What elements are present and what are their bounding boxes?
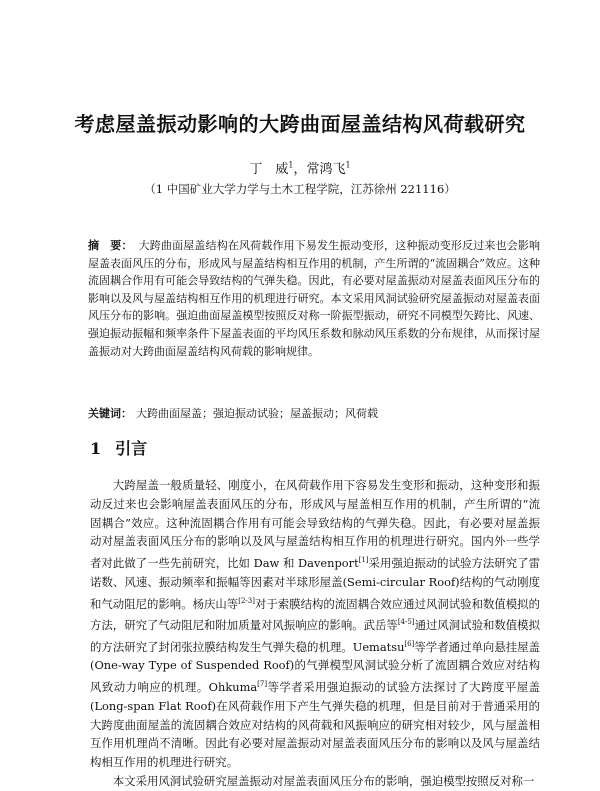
abstract xyxy=(88,237,540,360)
paragraph-1-part-a: 大跨屋盖一般质量轻、刚度小，在风荷载作用下容易发生变形和振动，这种变形和振动反过来也会影响屋盖表面风压的分布，形成风与屋盖相互作用的机制，产生所谓的“流固耦合”效应。这种流固耦合作用有可能会导致结构的气弹失稳。因此，有必要对屋盖振动对屋盖表面风压分布的影响以及风与屋盖结构相互作用的机理进行研究。国内外一些学者对此做了一些先前研究，比如 Daw 和 Davenport xyxy=(90,478,540,570)
abstract-text: 大跨曲面屋盖结构在风荷载作用下易发生振动变形，这种振动变形反过来也会影响屋盖表面风压的分布，形成风与屋盖结构相互作用的机制，产生所谓的“流固耦合”效应。这种流固耦合作用有可能会导致结构的气弹失稳。因此，有必要对屋盖振动对屋盖表面风压分布的影响以及风与屋盖结构相互作用的机理进行研究。本文采用风洞试验研究屋盖振动对屋盖表面风压分布的影响。强迫曲面屋盖模型按照反对称一阶振型振动，研究不同模型矢跨比、风速、强迫振动振幅和频率条件下屋盖表面的平均风压系数和脉动风压系数的分布规律，从而探讨屋盖振动对大跨曲面屋盖结构风荷载的影响规律。 xyxy=(88,239,541,358)
citation-5: [7] xyxy=(257,680,268,689)
citation-4: [6] xyxy=(404,639,415,648)
author-2: 常鸿飞 xyxy=(306,162,346,177)
citation-2: [2-3] xyxy=(238,596,255,605)
author-2-affil-mark: 1 xyxy=(345,160,351,170)
paragraph-1-part-d: 通过风洞试验和数值模拟的方法研究了封闭张拉膜结构发生气弹失稳的机理。Uematsu xyxy=(90,617,540,654)
author-line xyxy=(0,158,600,177)
author-1-affil-mark: 1 xyxy=(288,160,294,170)
affiliation: （1 中国矿业大学力学与土木工程学院，江苏徐州 221116） xyxy=(144,182,456,196)
section-number: 1 xyxy=(90,439,102,458)
abstract-label: 摘 要： xyxy=(88,239,133,252)
paragraph-1-part-f: 等学者采用强迫振动的试验方法探讨了大跨度平屋盖(Long-span Flat Roof)在风荷载作用下产生气弹失稳的机理，但是目前对于普通采用的大跨度曲面屋盖的流固耦合效应对结构的风荷载和风振响应的研究相对较少，风与屋盖相互作用机理尚不清晰。因此有必要对屋盖振动对屋盖表面风压分布的影响以及风与屋盖结构相互作用的机理进行研究。 xyxy=(90,679,540,770)
paragraph-1-part-c: 对于索膜结构的流固耦合效应通过风洞试验和数值模拟的方法，研究了气动阻尼和附加质量对风振响应的影响。武岳等 xyxy=(90,596,540,632)
keywords-text: 大跨曲面屋盖；强迫振动试验；屋盖振动；风荷载 xyxy=(136,407,378,420)
keywords xyxy=(88,405,540,422)
section-heading xyxy=(90,436,147,459)
keywords-label: 关键词： xyxy=(88,407,132,420)
citation-1: [1] xyxy=(358,556,369,565)
paragraph-1-part-e: 等学者通过单向悬挂屋盖(One-way Type of Suspended Roof)的气弹模型风洞试验分析了流固耦合效应对结构风致动力响应的机理。Ohkuma xyxy=(90,639,540,694)
author-1: 丁 威 xyxy=(249,162,289,177)
paragraph-1-part-b: 采用强迫振动的试验方法研究了雷诺数、风速、振动频率和振幅等因素对半球形屋盖(Semi-circular Roof)结构的气动刚度和气动阻尼的影响。杨庆山等 xyxy=(90,555,540,611)
author-separator: ， xyxy=(293,162,307,177)
paragraph-2: 本文采用风洞试验研究屋盖振动对屋盖表面风压分布的影响，强迫模型按照反对称一 xyxy=(112,773,535,788)
paragraph-1 xyxy=(90,476,540,772)
body-text xyxy=(90,476,540,791)
section-title: 引言 xyxy=(115,439,148,458)
citation-3: [4-5] xyxy=(397,618,415,627)
paper-title: 考虑屋盖振动影响的大跨曲面屋盖结构风荷载研究 xyxy=(74,112,526,136)
